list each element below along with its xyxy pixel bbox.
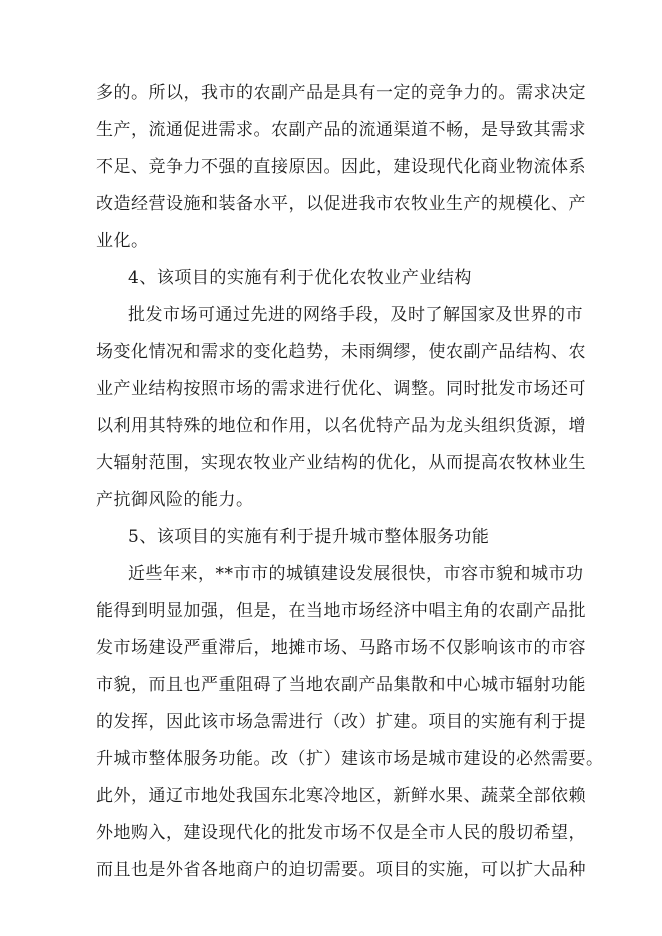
text-line: 改造经营设施和装备水平，以促进我市农牧业生产的规模化、产 — [96, 194, 586, 214]
text-line: 市貌，而且也严重阻碍了当地农副产品集散和中心城市辐射功能 — [96, 675, 586, 695]
text-line: 外地购入，建设现代化的批发市场不仅是全市人民的殷切希望， — [96, 823, 586, 843]
text-line: 业产业结构按照市场的需求进行优化、调整。同时批发市场还可 — [96, 379, 586, 399]
text-line: 发市场建设严重滞后，地摊市场、马路市场不仅影响该市的市容 — [96, 638, 586, 658]
text-line: 大辐射范围，实现农牧业产业结构的优化，从而提高农牧林业生 — [96, 453, 586, 473]
text-line: 多的。所以，我市的农副产品是具有一定的竞争力的。需求决定 — [96, 83, 586, 103]
text-line: 近些年来，**市市的城镇建设发展很快，市容市貌和城市功 — [128, 564, 584, 584]
text-line: 而且也是外省各地商户的迫切需要。项目的实施，可以扩大品种 — [96, 860, 586, 880]
text-line: 产抗御风险的能力。 — [96, 490, 254, 510]
text-line: 以利用其特殊的地位和作用，以名优特产品为龙头组织货源，增 — [96, 416, 586, 436]
text-line: 的发挥，因此该市场急需进行（改）扩建。项目的实施有利于提 — [96, 712, 586, 732]
section-heading-4: 4、该项目的实施有利于优化农牧业产业结构 — [128, 268, 472, 288]
text-line: 生产，流通促进需求。农副产品的流通渠道不畅，是导致其需求 — [96, 120, 586, 140]
text-line: 批发市场可通过先进的网络手段，及时了解国家及世界的市 — [128, 305, 583, 325]
text-line: 升城市整体服务功能。改（扩）建该市场是城市建设的必然需要。 — [96, 749, 604, 769]
text-line: 此外，通辽市地处我国东北寒冷地区，新鲜水果、蔬菜全部依赖 — [96, 786, 586, 806]
text-line: 不足、竞争力不强的直接原因。因此，建设现代化商业物流体系 — [96, 157, 586, 177]
text-line: 场变化情况和需求的变化趋势，未雨绸缪，使农副产品结构、农 — [96, 342, 586, 362]
section-heading-5: 5、该项目的实施有利于提升城市整体服务功能 — [128, 527, 490, 547]
text-line: 业化。 — [96, 231, 149, 251]
text-line: 能得到明显加强，但是，在当地市场经济中唱主角的农副产品批 — [96, 601, 586, 621]
